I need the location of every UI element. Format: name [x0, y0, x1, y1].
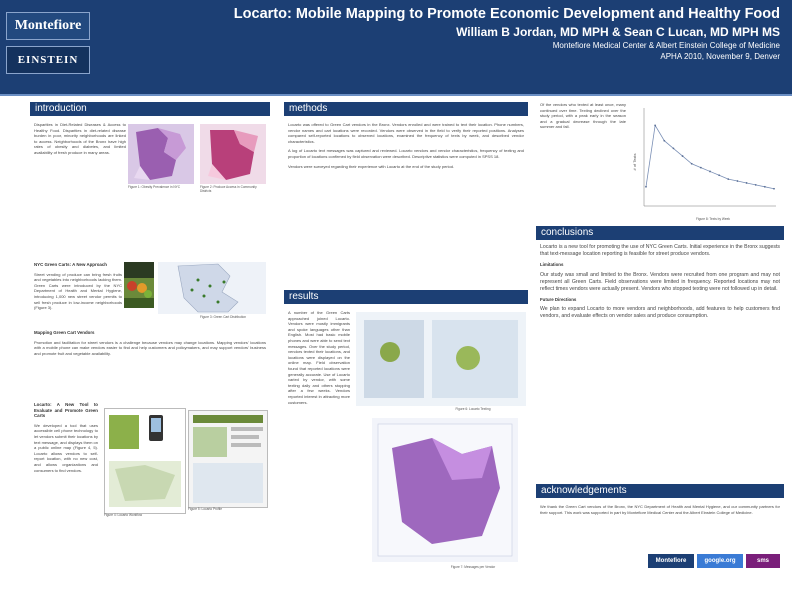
section-header-methods: methods: [284, 102, 528, 116]
intro-paragraph-1: [34, 122, 126, 250]
methods-text-1: Locarto was offered to Green Cart vendors in the Bronx. Vendors enrolled and were trained to text their location. Phone numbers, vendor names and cart locations were recorded. Vendors were observed in the field to verify their reported positions. Analyses compared self-reported locations to observed locations, examined the frequency of texts by week, and described vendor characteristics.: [288, 122, 524, 144]
conclusions-body: [540, 244, 780, 472]
data-point: [709, 171, 711, 173]
obesity-map: [128, 124, 194, 184]
poster-venue: APHA 2010, November 9, Denver: [660, 52, 780, 61]
intro-subhead-mapping: Mapping Green Cart Vendors: [34, 330, 95, 335]
montefiore-logo: Montefiore: [6, 12, 90, 40]
green-cart-photo-art: [124, 262, 154, 308]
poster-title: Locarto: Mobile Mapping to Promote Economic Development and Healthy Food: [233, 6, 780, 22]
fig2-caption: Figure 2: Produce Access in Community Districts: [200, 185, 257, 193]
chart-ylabel: # of Texts: [632, 153, 637, 171]
green-cart-photo: [124, 262, 154, 308]
fig3-caption: Figure 3: Green Cart Distribution: [200, 315, 247, 319]
section-header-acknowledgements: acknowledgements: [536, 484, 784, 498]
green-cart-distribution-map-art: [158, 262, 266, 314]
intro-subhead-locarto: Locarto: A New Tool to Evaluate and Promote Green Carts: [34, 402, 98, 419]
conclusions-subhead-future: Future Directions: [540, 296, 577, 302]
results-body: [288, 310, 350, 570]
intro-green-carts: [34, 262, 122, 320]
messages-per-vendor-figure: [372, 418, 518, 562]
locarto-profile-art: [189, 411, 267, 507]
footer-logo-montefiore: Montefiore: [648, 554, 694, 568]
series-line: [646, 125, 774, 188]
locarto-texting-figure: [356, 312, 526, 406]
intro-text-3: Promotion and facilitation for street vendors is a challenge because vendors may change locations. Mapping vendors' locations with a mobile phone can make vendors easier to find and help customers and policymakers, and may support vendors' business and promote fruit and vegetable availability.: [34, 339, 266, 356]
fig8-caption: Figure 8: Texts by Week: [695, 217, 731, 221]
footer-logo-google: google.org: [697, 554, 743, 568]
einstein-logo: EINSTEIN: [6, 46, 90, 74]
data-point: [727, 178, 729, 180]
locarto-workflow-art: [105, 409, 185, 513]
data-point: [663, 140, 665, 142]
footer-logos: [648, 554, 780, 568]
section-header-introduction: introduction: [30, 102, 270, 116]
intro-text-1: Disparities in Diet-Related Diseases & Access to Healthy Food. Disparities in diet-related disease burden in poor, minority neighborhoods are linked to access. Neighborhoods of the Bronx have high rates of obesity and diabetes, and limited availability of fresh produce in many areas.: [34, 122, 126, 155]
data-point: [737, 180, 739, 182]
data-point: [682, 155, 684, 157]
fig1-caption: Figure 1: Obesity Prevalence in NYC: [128, 185, 181, 189]
title-block: [234, 6, 780, 61]
conclusions-text-3: We plan to expand Locarto to more vendors and neighborhoods, add features to help customers find vendors, and evaluate effects on vendor sales and produce consumption.: [540, 306, 780, 320]
methods-body: [288, 122, 524, 272]
locarto-texting-art: [356, 312, 526, 406]
messages-per-vendor-art: [372, 418, 518, 562]
data-point: [673, 148, 675, 150]
logo-group: [6, 12, 92, 80]
data-point: [691, 163, 693, 165]
methods-text-3: Vendors were surveyed regarding their experience with Locarto at the end of the study period.: [288, 163, 455, 169]
footer-logo-sms: sms: [746, 554, 780, 568]
locarto-profile-figure: [188, 410, 268, 508]
intro-subhead-green-carts: NYC Green Carts: A New Approach: [34, 262, 107, 267]
texts-by-week-svg: [630, 102, 782, 220]
data-point: [755, 184, 757, 186]
intro-text-4: We developed a tool that uses accessible cell phone technology to let vendors submit their locations by text message, and displays them on a public online map (Figure 4, 5). Locarto allows vendors to self-report location, with no new cost, and allows organizations and consumers to find vendors.: [34, 422, 98, 473]
produce-access-map-figure: [200, 124, 266, 184]
results-text-1: A number of the Green Carts approached joined Locarto. Vendors were mostly immigrants and spoke languages other than English. Most had basic mobile phones and were able to send text messages. Over the study period, vendors texted their locations, and locations were displayed on the online map. Field observation found that reported locations were generally accurate. Use of Locarto varied by vendor, with some texting daily and others stopping after a few weeks. Vendors reported interest in attracting more customers.: [288, 310, 350, 405]
fig5-caption: Figure 5: Locarto Profile: [188, 507, 223, 511]
data-point: [700, 167, 702, 169]
conclusions-text-2: Our study was small and limited to the Bronx. Vendors were recruited from one program and may not represent all Green Carts. Field observations were limited in frequency. Reported locations may not reflect times vendors were actually present. Vendors who stopped texting were not followed up in detail.: [540, 271, 780, 292]
poster-header: [0, 0, 792, 96]
acknowledgements-body: [540, 504, 780, 552]
section-header-results: results: [284, 290, 528, 304]
poster-affiliation: Montefiore Medical Center & Albert Einstein College of Medicine: [552, 41, 780, 50]
conclusions-subhead-limitations: Limitations: [540, 262, 564, 267]
locarto-workflow-figure: [104, 408, 186, 514]
data-point: [764, 186, 766, 188]
green-cart-distribution-map: [158, 262, 266, 314]
poster-authors: William B Jordan, MD MPH & Sean C Lucan, MD MPH MS: [456, 25, 780, 39]
data-point: [654, 124, 656, 126]
intro-mapping: [34, 330, 266, 386]
fig7-caption: Figure 7: Messages per Vendor: [450, 565, 496, 569]
section-header-conclusions: conclusions: [536, 226, 784, 240]
data-point: [773, 188, 775, 190]
methods-text-2: A log of Locarto text messages was captured and reviewed. Locarto vendors and vendor characteristics, frequency of texting and proportion of locations confirmed by field observation were described. Descriptive statistics were computed in SPSS 18.: [288, 148, 524, 159]
data-point: [746, 182, 748, 184]
produce-access-map: [200, 124, 266, 184]
obesity-map-figure: [128, 124, 194, 184]
intro-locarto: [34, 402, 98, 566]
conclusions-text-1: Locarto is a new tool for promoting the use of NYC Green Carts. Initial experience in the Bronx suggests that text-message location reporting is feasible for street produce vendors.: [540, 244, 780, 257]
fig6-caption: Figure 6: Locarto Texting: [455, 407, 491, 411]
acknowledgements-text: We thank the Green Cart vendors of the Bronx, the NYC Department of Health and Mental Hygiene, and our community partners for their support. This work was supported in part by Montefiore Medical Center and the Albert Einstein College of Medicine.: [540, 504, 780, 515]
intro-text-2: Street vending of produce can bring fresh fruits and vegetables into neighborhoods lacking them. Green Carts were introduced by the NYC Department of Health and Mental Hygiene, introducing 1,000 new street vendor permits to sell fresh produce in low-income neighborhoods (Figure 3).: [34, 271, 122, 311]
fig4-caption: Figure 4: Locarto Workflow: [104, 513, 143, 517]
data-point: [645, 186, 647, 188]
chart-column-text: [540, 102, 626, 220]
texts-by-week-chart: [630, 102, 782, 224]
chart-column-paragraph: Of the vendors who texted at least once, many continued over time. Texting declined over the study period, with a peak early in the season and a gradual decrease through the late summer and fall.: [540, 102, 626, 130]
data-point: [718, 174, 720, 176]
